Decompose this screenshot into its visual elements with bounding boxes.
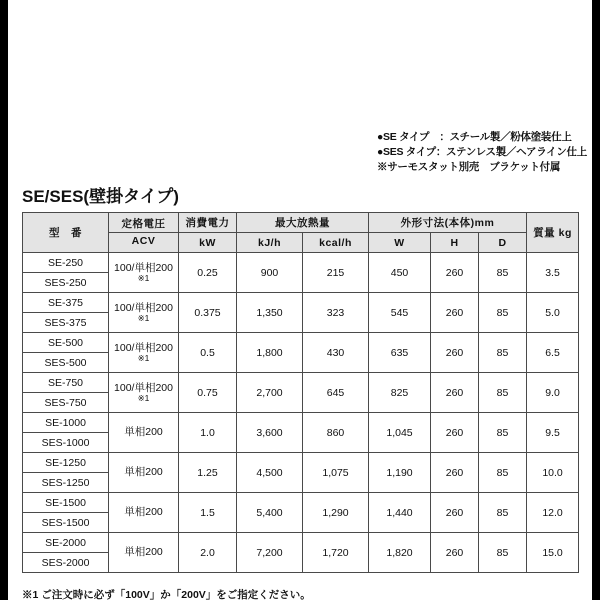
- cell-model: SES-1250: [23, 473, 109, 493]
- subheader-w: W: [369, 233, 431, 253]
- cell-kjh: 4,500: [237, 453, 303, 493]
- cell-model: SE-750: [23, 373, 109, 393]
- header-voltage-label: 定格電圧: [109, 216, 178, 233]
- cell-kjh: 1,800: [237, 333, 303, 373]
- cell-width: 1,820: [369, 533, 431, 573]
- table-row: [23, 293, 579, 313]
- cell-voltage-value: 100/単相200: [114, 261, 173, 274]
- cell-voltage-value: 100/単相200: [114, 381, 173, 394]
- cell-depth: 85: [479, 333, 527, 373]
- cell-weight: 3.5: [527, 253, 579, 293]
- cell-kjh: 5,400: [237, 493, 303, 533]
- subheader-kcalh: kcal/h: [303, 233, 369, 253]
- note-thermostat: ※サーモスタット別売 ブラケット付属: [377, 161, 561, 173]
- cell-kw: 1.25: [179, 453, 237, 493]
- table-header-row-groups: [23, 213, 579, 233]
- cell-kjh: 7,200: [237, 533, 303, 573]
- cell-model: SE-500: [23, 333, 109, 353]
- cell-kcalh: 645: [303, 373, 369, 413]
- cell-voltage: [109, 493, 179, 533]
- cell-kcalh: 860: [303, 413, 369, 453]
- cell-height: 260: [431, 293, 479, 333]
- cell-model: SES-375: [23, 313, 109, 333]
- cell-width: 450: [369, 253, 431, 293]
- table-row: [23, 413, 579, 433]
- cell-depth: 85: [479, 253, 527, 293]
- header-power: 消費電力: [179, 213, 237, 233]
- cell-depth: 85: [479, 293, 527, 333]
- cell-depth: 85: [479, 413, 527, 453]
- cell-voltage-note: ※1: [137, 392, 150, 403]
- cell-kjh: 1,350: [237, 293, 303, 333]
- cell-depth: 85: [479, 493, 527, 533]
- table-row: [23, 253, 579, 273]
- cell-width: 545: [369, 293, 431, 333]
- cell-depth: 85: [479, 453, 527, 493]
- cell-model: SES-250: [23, 273, 109, 293]
- cell-model: SE-1250: [23, 453, 109, 473]
- cell-voltage: [109, 333, 179, 373]
- cell-voltage-value: 単相200: [124, 545, 163, 558]
- subheader-h: H: [431, 233, 479, 253]
- cell-kjh: 2,700: [237, 373, 303, 413]
- cell-voltage-value: 単相200: [124, 505, 163, 518]
- subheader-kjh: kJ/h: [237, 233, 303, 253]
- cell-voltage-value: 100/単相200: [114, 301, 173, 314]
- cell-voltage: [109, 533, 179, 573]
- specification-table: [22, 212, 579, 573]
- cell-model: SES-2000: [23, 553, 109, 573]
- cell-weight: 5.0: [527, 293, 579, 333]
- table-row: [23, 493, 579, 513]
- left-black-bar: [0, 0, 8, 600]
- cell-voltage-note: ※1: [137, 272, 150, 283]
- cell-depth: 85: [479, 373, 527, 413]
- cell-voltage-value: 100/単相200: [114, 341, 173, 354]
- cell-kjh: 900: [237, 253, 303, 293]
- cell-kw: 1.0: [179, 413, 237, 453]
- cell-model: SE-250: [23, 253, 109, 273]
- subheader-kw: kW: [179, 233, 237, 253]
- cell-kw: 0.5: [179, 333, 237, 373]
- cell-kcalh: 215: [303, 253, 369, 293]
- footnote-text: ※1 ご注文時に必ず「100V」か「200V」をご指定ください。: [22, 589, 311, 601]
- cell-width: 1,190: [369, 453, 431, 493]
- cell-model: SES-1000: [23, 433, 109, 453]
- cell-depth: 85: [479, 533, 527, 573]
- cell-width: 635: [369, 333, 431, 373]
- cell-kcalh: 430: [303, 333, 369, 373]
- header-voltage: [109, 213, 179, 253]
- cell-kcalh: 1,075: [303, 453, 369, 493]
- content-area: [22, 130, 587, 602]
- cell-weight: 10.0: [527, 453, 579, 493]
- cell-height: 260: [431, 373, 479, 413]
- note-ses-type: ●SES タイプ：ステンレス製／ヘアライン仕上: [377, 146, 587, 158]
- cell-voltage: [109, 453, 179, 493]
- cell-kw: 0.375: [179, 293, 237, 333]
- cell-voltage: [109, 413, 179, 453]
- page-title: SE/SES(壁掛タイプ): [22, 187, 179, 206]
- cell-model: SE-2000: [23, 533, 109, 553]
- cell-height: 260: [431, 253, 479, 293]
- cell-weight: 6.5: [527, 333, 579, 373]
- table-row: [23, 373, 579, 393]
- cell-kw: 2.0: [179, 533, 237, 573]
- cell-model: SES-1500: [23, 513, 109, 533]
- cell-weight: 15.0: [527, 533, 579, 573]
- cell-kcalh: 323: [303, 293, 369, 333]
- subheader-d: D: [479, 233, 527, 253]
- cell-voltage: [109, 373, 179, 413]
- header-max-heat: 最大放熱量: [237, 213, 369, 233]
- cell-width: 1,440: [369, 493, 431, 533]
- cell-kw: 0.25: [179, 253, 237, 293]
- table-row: [23, 453, 579, 473]
- cell-kjh: 3,600: [237, 413, 303, 453]
- cell-weight: 9.5: [527, 413, 579, 453]
- header-dimensions: 外形寸法(本体)mm: [369, 213, 527, 233]
- cell-voltage-note: ※1: [137, 352, 150, 363]
- cell-model: SES-750: [23, 393, 109, 413]
- cell-kw: 0.75: [179, 373, 237, 413]
- table-row: [23, 533, 579, 553]
- cell-model: SE-1500: [23, 493, 109, 513]
- title-row: [22, 182, 578, 208]
- table-header: [23, 213, 579, 253]
- cell-model: SES-500: [23, 353, 109, 373]
- right-black-bar: [592, 0, 600, 600]
- product-notes: [377, 130, 587, 175]
- header-weight: 質量 kg: [527, 213, 579, 253]
- header-model: 型 番: [23, 213, 109, 253]
- cell-height: 260: [431, 533, 479, 573]
- cell-model: SE-1000: [23, 413, 109, 433]
- cell-weight: 12.0: [527, 493, 579, 533]
- table-row: [23, 333, 579, 353]
- cell-kw: 1.5: [179, 493, 237, 533]
- cell-height: 260: [431, 333, 479, 373]
- cell-height: 260: [431, 413, 479, 453]
- cell-height: 260: [431, 453, 479, 493]
- cell-height: 260: [431, 493, 479, 533]
- subheader-acv: ACV: [131, 234, 156, 247]
- cell-model: SE-375: [23, 293, 109, 313]
- cell-voltage-note: ※1: [137, 312, 150, 323]
- cell-width: 1,045: [369, 413, 431, 453]
- note-se-type: ●SE タイプ ：スチール製／粉体塗装仕上: [377, 131, 572, 143]
- cell-voltage: [109, 253, 179, 293]
- table-body: [23, 253, 579, 573]
- cell-voltage-value: 単相200: [124, 465, 163, 478]
- cell-kcalh: 1,290: [303, 493, 369, 533]
- cell-voltage-value: 単相200: [124, 425, 163, 438]
- cell-width: 825: [369, 373, 431, 413]
- cell-kcalh: 1,720: [303, 533, 369, 573]
- cell-voltage: [109, 293, 179, 333]
- cell-weight: 9.0: [527, 373, 579, 413]
